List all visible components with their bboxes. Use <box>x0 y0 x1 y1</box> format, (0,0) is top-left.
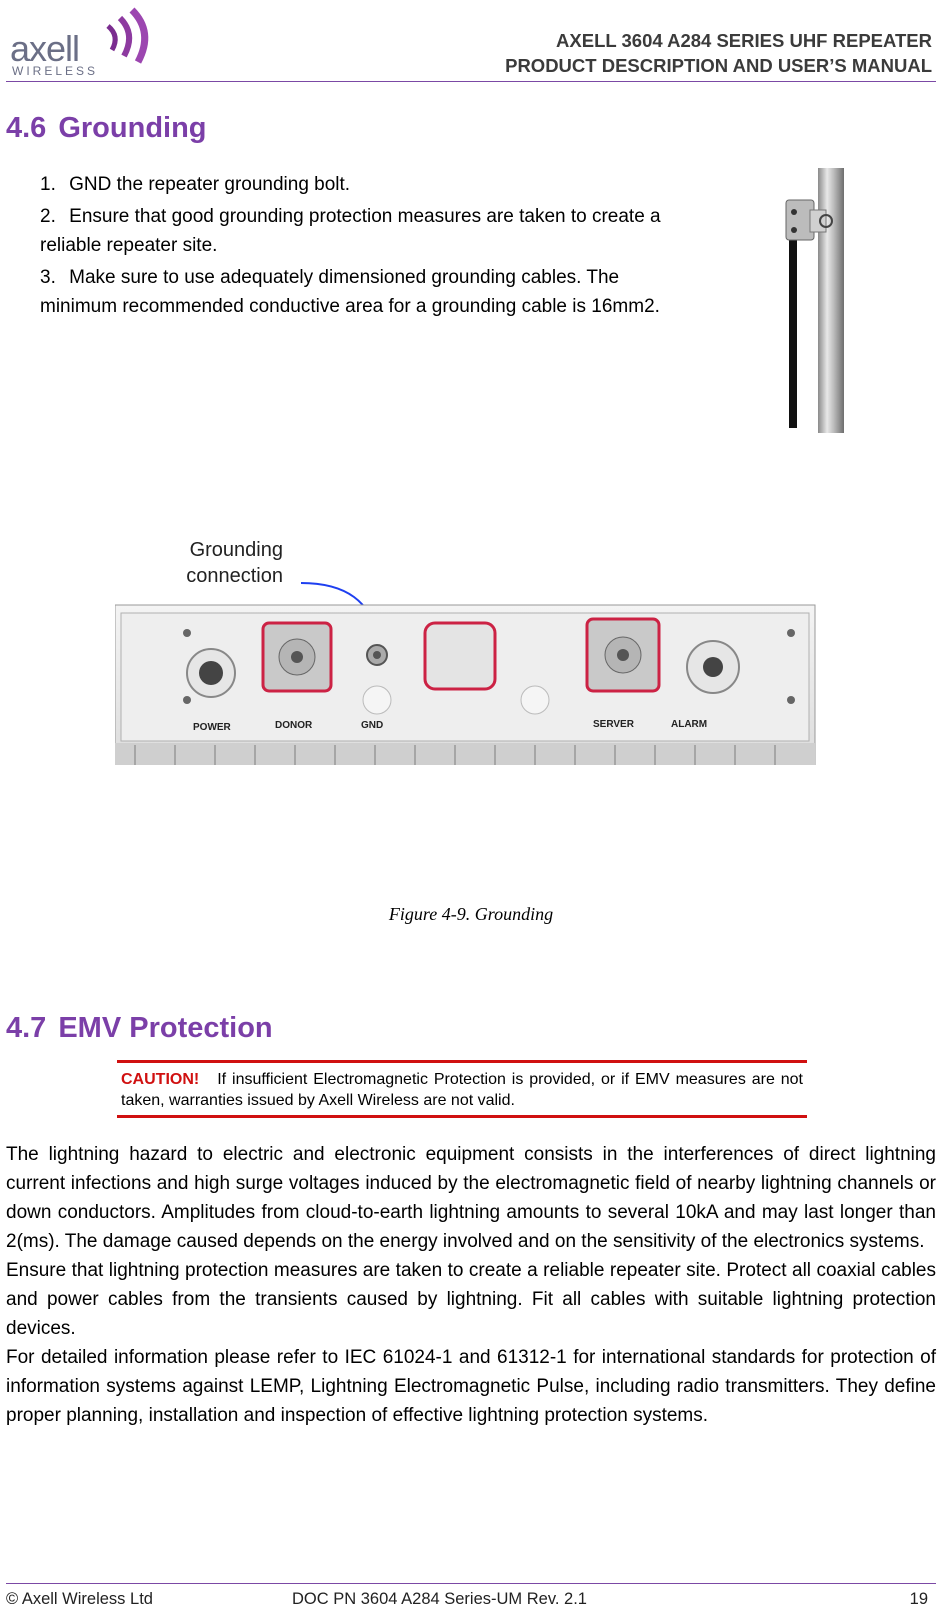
document-title-line2: PRODUCT DESCRIPTION AND USER’S MANUAL <box>505 55 932 76</box>
section-number: 4.6 <box>6 112 47 144</box>
section-heading-grounding <box>6 112 207 145</box>
footer-copyright: © Axell Wireless Ltd <box>6 1590 153 1608</box>
grounding-pole-image <box>782 168 852 433</box>
caution-label: CAUTION! <box>121 1071 200 1088</box>
caution-text: If insufficient Electromagnetic Protection is provided, or if EMV measures are not taken, warranties issued by Axell Wireless are not valid. <box>121 1071 803 1109</box>
list-item: 2. Ensure that good grounding protection measures are taken to create a reliable repeater site. <box>40 206 661 256</box>
page-number: 19 <box>909 1590 928 1608</box>
document-title <box>505 28 932 78</box>
emv-body <box>6 1140 936 1430</box>
repeater-panel-image <box>115 539 835 765</box>
grounding-callout: Grounding connection <box>186 539 283 587</box>
port-label-gnd: GND <box>361 720 384 731</box>
figure-caption: Figure 4-9. Grounding <box>388 904 554 924</box>
logo-wordmark: axell <box>10 28 80 69</box>
port-label-server: SERVER <box>593 719 634 730</box>
section-heading-emv <box>6 1012 273 1045</box>
paragraph: For detailed information please refer to IEC 61024-1 and 61312-1 for international standards for protection of information systems against LEMP, Lightning Electromagnetic Pulse, including radio transmitters. They define proper planning, installation and inspection of effective lightning protection systems. <box>6 1347 936 1426</box>
section-title: EMV Protection <box>58 1012 273 1044</box>
port-label-power: POWER <box>193 722 231 733</box>
list-item: 3. Make sure to use adequately dimensioned grounding cables. The minimum recommended conductive area for a grounding cable is 16mm2. <box>40 267 660 317</box>
footer-doc-number: DOC PN 3604 A284 Series-UM Rev. 2.1 <box>292 1590 587 1608</box>
list-item: 1. GND the repeater grounding bolt. <box>40 174 351 195</box>
port-label-alarm: ALARM <box>671 719 708 730</box>
logo-subtitle: WIRELESS <box>12 64 99 78</box>
paragraph: The lightning hazard to electric and electronic equipment consists in the interferences of direct lightning current infections and high surge voltages induced by the electromagnetic field of nearby lightning channels or down conductors. Amplitudes from cloud-to-earth lightning amounts to several 10kA and may last longer than 2(ms). The damage caused depends on the energy involved and on the sensitivity of the electronics systems. <box>6 1144 936 1252</box>
port-label-donor: DONOR <box>275 720 313 731</box>
paragraph: Ensure that lightning protection measures are taken to create a reliable repeater site. Protect all coaxial cables and power cables from the transients caused by lightning. Fit all cables with suitable lightning protection devices. <box>6 1260 936 1339</box>
grounding-steps <box>40 170 690 324</box>
footer-divider <box>6 1583 936 1584</box>
caution-box <box>117 1060 807 1118</box>
section-number: 4.7 <box>6 1012 47 1044</box>
header-divider <box>6 81 936 82</box>
document-title-line1: AXELL 3604 A284 SERIES UHF REPEATER <box>556 30 932 51</box>
section-title: Grounding <box>58 112 207 144</box>
